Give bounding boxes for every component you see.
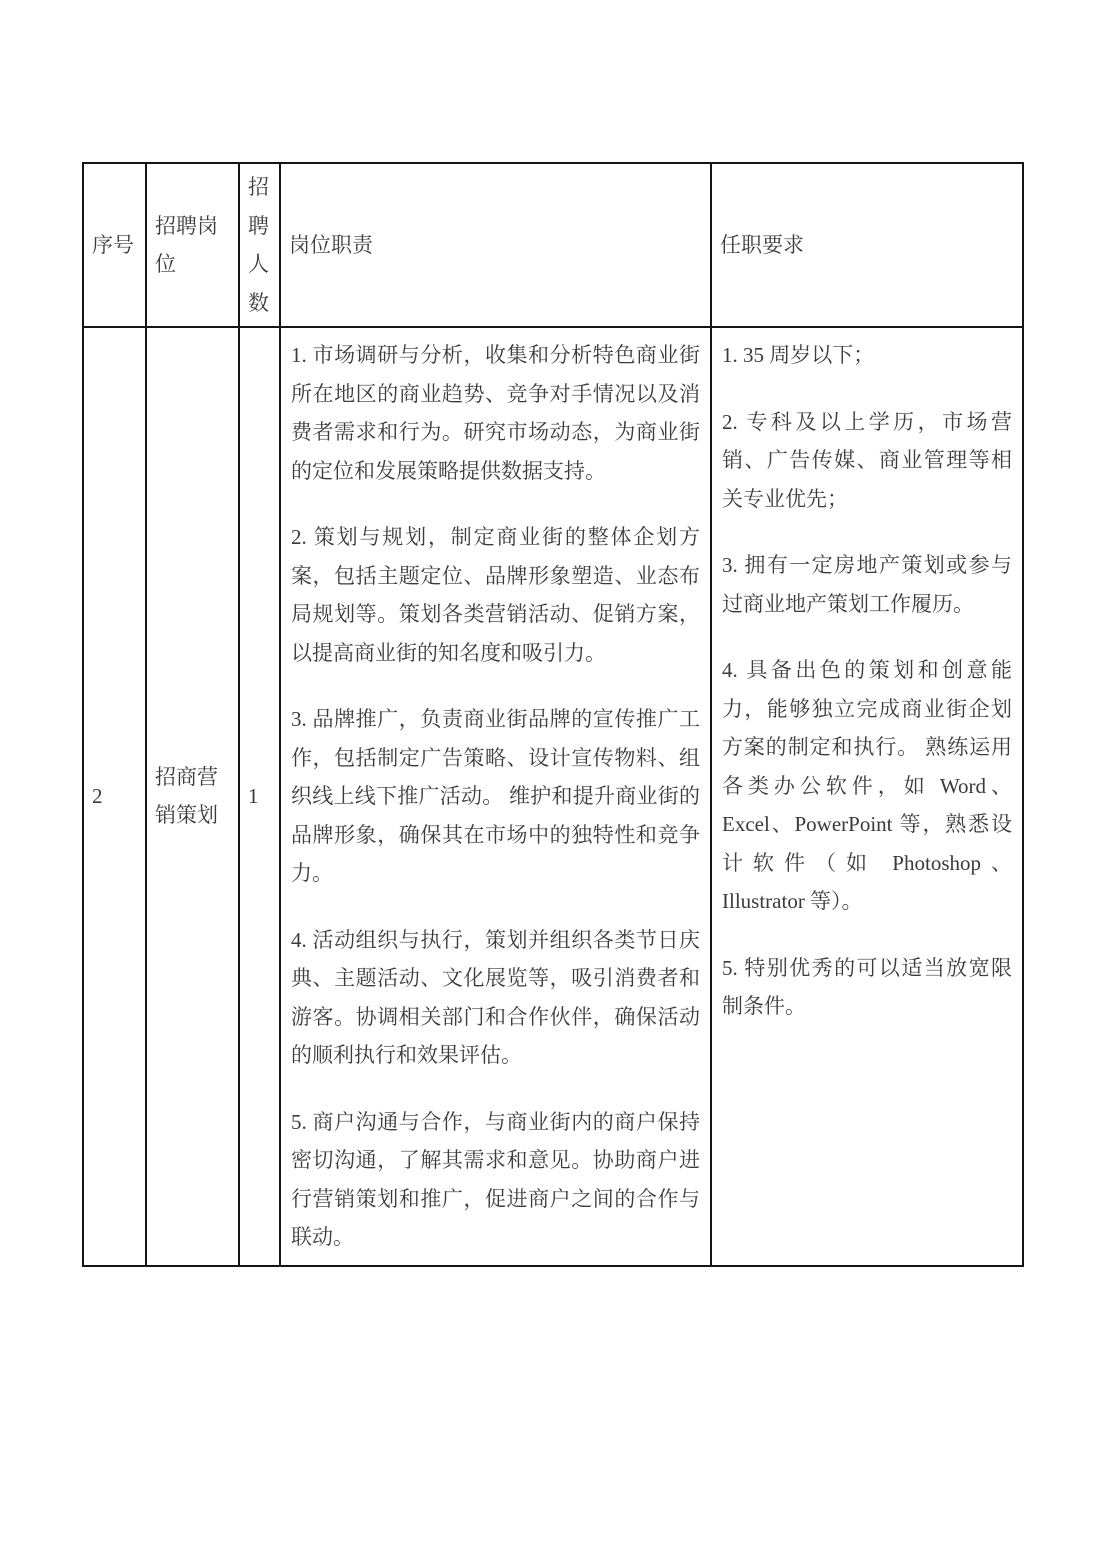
- row-headcount: 1: [239, 327, 280, 1266]
- requirement-item-3: 3. 拥有一定房地产策划或参与过商业地产策划工作履历。: [722, 553, 1012, 616]
- row-requirements: [711, 327, 1023, 1266]
- header-requirements: 任职要求: [711, 163, 1023, 327]
- row-position: 招商营销策划: [146, 327, 239, 1266]
- duty-item-3: 3. 品牌推广，负责商业街品牌的宣传推广工作，包括制定广告策略、设计宣传物料、组织线上线下推广活动。 维护和提升商业街的品牌形象，确保其在市场中的独特性和竞争力。: [291, 707, 700, 885]
- header-position: 招聘岗位: [146, 163, 239, 327]
- header-row: [83, 163, 1023, 327]
- requirement-item-2: 2. 专科及以上学历，市场营销、广告传媒、商业管理等相关专业优先；: [722, 409, 1012, 511]
- requirement-item-5: 5. 特别优秀的可以适当放宽限制条件。: [722, 955, 1012, 1018]
- duty-item-4: 4. 活动组织与执行，策划并组织各类节日庆典、主题活动、文化展览等，吸引消费者和游客。协调相关部门和合作伙伴，确保活动的顺利执行和效果评估。: [291, 927, 700, 1067]
- duty-item-1: 1. 市场调研与分析，收集和分析特色商业街所在地区的商业趋势、竞争对手情况以及消费者需求和行为。研究市场动态，为商业街的定位和发展策略提供数据支持。: [291, 343, 700, 483]
- duty-item-5: 5. 商户沟通与合作，与商业街内的商户保持密切沟通，了解其需求和意见。协助商户进行营销策划和推广，促进商户之间的合作与联动。: [291, 1109, 700, 1249]
- header-headcount: 招聘人数: [239, 163, 280, 327]
- table-row: [83, 327, 1023, 1266]
- row-index: 2: [83, 327, 146, 1266]
- header-duties: 岗位职责: [280, 163, 711, 327]
- row-duties: [280, 327, 711, 1266]
- header-index: 序号: [83, 163, 146, 327]
- requirement-item-1: 1. 35 周岁以下；: [722, 343, 875, 367]
- requirement-item-4: 4. 具备出色的策划和创意能力，能够独立完成商业街企划方案的制定和执行。 熟练运用各类办公软件，如 Word、Excel、PowerPoint 等，熟悉设计软件（如 Photoshop、Illustrator 等）。: [722, 658, 1012, 913]
- duty-item-2: 2. 策划与规划，制定商业街的整体企划方案，包括主题定位、品牌形象塑造、业态布局规划等。策划各类营销活动、促销方案，以提高商业街的知名度和吸引力。: [291, 525, 700, 665]
- recruitment-table: [82, 162, 1024, 1267]
